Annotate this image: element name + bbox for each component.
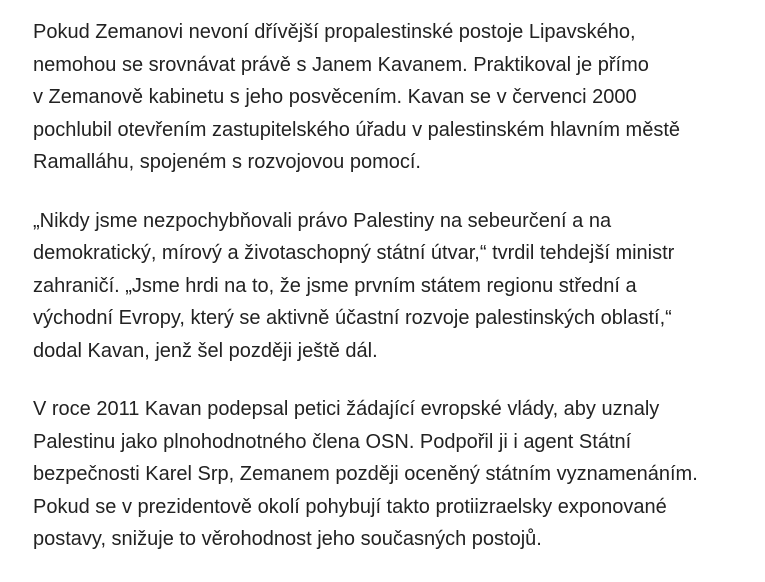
paragraph-line: „Nikdy jsme nezpochybňovali právo Palestiny na sebeurčení a na <box>33 209 612 232</box>
paragraph-line: v Zemanově kabinetu s jeho posvěcením. Kavan se v červenci 2000 <box>33 86 637 108</box>
paragraph-line: Pokud Zemanovi nevoní dřívější propalestinské postoje Lipavského, <box>33 21 636 43</box>
paragraph-line: Palestinu jako plnohodnotného člena OSN. Podpořil ji i agent Státní <box>33 430 632 453</box>
paragraph-line: dodal Kavan, jenž šel později ještě dál. <box>33 339 378 362</box>
paragraph-line: demokratický, mírový a životaschopný státní útvar,“ tvrdil tehdejší ministr <box>33 242 675 264</box>
paragraph-2 <box>33 205 753 368</box>
paragraph-line: východní Evropy, který se aktivně účastní rozvoje palestinských oblastí,“ <box>33 307 672 329</box>
paragraph-line: Ramalláhu, spojeném s rozvojovou pomocí. <box>33 151 421 173</box>
paragraph-line: postavy, snižuje to věrohodnost jeho současných postojů. <box>33 528 542 550</box>
paragraph-3 <box>33 393 753 556</box>
article-body <box>33 16 753 582</box>
paragraph-line: bezpečnosti Karel Srp, Zemanem později oceněný státním vyznamenáním. <box>33 463 698 485</box>
paragraph-1 <box>33 16 753 179</box>
paragraph-line: V roce 2011 Kavan podepsal petici žádající evropské vlády, aby uznaly <box>33 398 660 420</box>
paragraph-line: zahraničí. „Jsme hrdi na to, že jsme prvním státem regionu střední a <box>33 274 637 297</box>
paragraph-line: nemohou se srovnávat právě s Janem Kavanem. Praktikoval je přímo <box>33 53 649 76</box>
paragraph-line: Pokud se v prezidentově okolí pohybují takto protiizraelsky exponované <box>33 495 667 518</box>
paragraph-line: pochlubil otevřením zastupitelského úřadu v palestinském hlavním městě <box>33 118 680 141</box>
